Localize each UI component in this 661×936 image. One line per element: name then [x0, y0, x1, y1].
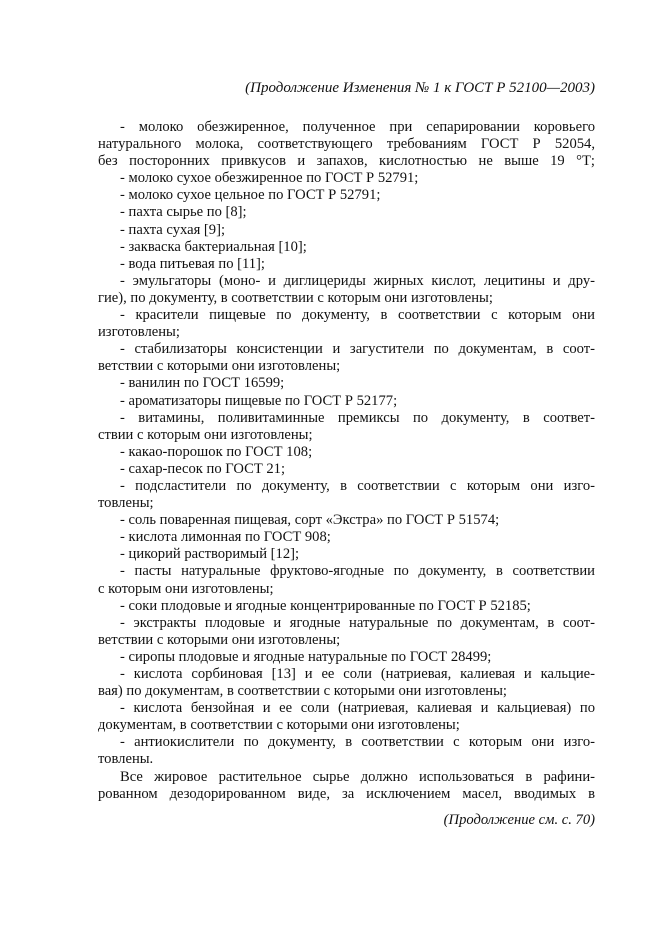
list-item: - соки плодовые и ягодные концентрированные по ГОСТ Р 52185;: [120, 597, 531, 614]
paragraph-line: рованном дезодорированном виде, за исключением масел, вводимых в: [98, 785, 595, 802]
text-line: ветствии с которыми они изготовлены;: [98, 631, 341, 648]
list-item: - соль поваренная пищевая, сорт «Экстра» по ГОСТ Р 51574;: [120, 512, 500, 529]
page-header-continuation: (Продолжение Изменения № 1 к ГОСТ Р 52100—2003): [245, 80, 595, 96]
list-item: - кислота бензойная и ее соли (натриевая, калиевая и кальциевая) по: [120, 700, 595, 717]
text-line: - молоко обезжиренное, полученное при сепарировании коровьего: [120, 119, 595, 135]
list-item: - кислота сорбиновая [13] и ее соли (натриевая, калиевая и кальцие-: [120, 666, 595, 682]
list-item: - сахар-песок по ГОСТ 21;: [120, 460, 286, 477]
list-item: - витамины, поливитаминные премиксы по документу, в соответ-: [120, 409, 595, 426]
text-line: натурального молока, соответствующего требованиям ГОСТ Р 52054,: [98, 136, 595, 153]
text-line: гие), по документу, в соответствии с которым они изготовлены;: [98, 289, 493, 306]
text-line: ствии с которым они изготовлены;: [98, 426, 313, 443]
list-item: - молоко сухое обезжиренное по ГОСТ Р 52791;: [120, 170, 419, 187]
list-item: - цикорий растворимый [12];: [120, 546, 300, 563]
list-item: - пасты натуральные фруктово-ягодные по документу, в соответствии: [120, 563, 595, 580]
list-item: - какао-порошок по ГОСТ 108;: [120, 443, 313, 460]
list-item: - закваска бактериальная [10];: [120, 238, 307, 255]
text-line: без посторонних привкусов и запахов, кислотностью не выше 19 °Т;: [98, 153, 595, 170]
text-line: изготовлены;: [98, 324, 180, 341]
text-line: документам, в соответствии с которыми они изготовлены;: [98, 717, 460, 734]
text-line: товлены;: [98, 495, 154, 512]
list-item: - молоко сухое цельное по ГОСТ Р 52791;: [120, 187, 381, 204]
list-item: - экстракты плодовые и ягодные натуральные по документам, в соот-: [120, 614, 595, 631]
document-body: [98, 119, 595, 803]
text-line: с которым они изготовлены;: [98, 580, 274, 597]
text-line: ветствии с которыми они изготовлены;: [98, 358, 341, 375]
list-item: - пахта сухая [9];: [120, 221, 226, 238]
list-item: - эмульгаторы (моно- и диглицериды жирных кислот, лецитины и дру-: [120, 272, 595, 289]
text-line: товлены.: [98, 751, 154, 768]
list-item: - ванилин по ГОСТ 16599;: [120, 375, 285, 392]
page-footer-continuation: (Продолжение см. с. 70): [443, 812, 595, 828]
list-item: - стабилизаторы консистенции и загустители по документам, в соот-: [120, 341, 595, 358]
list-item: - пахта сырье по [8];: [120, 204, 247, 221]
list-item: - красители пищевые по документу, в соответствии с которым они: [120, 307, 595, 324]
paragraph-line: Все жировое растительное сырье должно использоваться в рафини-: [120, 768, 595, 785]
list-item: - кислота лимонная по ГОСТ 908;: [120, 529, 331, 546]
text-line: вая) по документам, в соответствии с которыми они изготовлены;: [98, 683, 507, 700]
list-item: - подсластители по документу, в соответствии с которым они изго-: [120, 477, 595, 494]
list-item: - антиокислители по документу, в соответствии с которым они изго-: [120, 734, 595, 751]
list-item: - сиропы плодовые и ягодные натуральные по ГОСТ 28499;: [120, 648, 492, 665]
list-item: - ароматизаторы пищевые по ГОСТ Р 52177;: [120, 392, 398, 409]
list-item: - вода питьевая по [11];: [120, 255, 265, 272]
